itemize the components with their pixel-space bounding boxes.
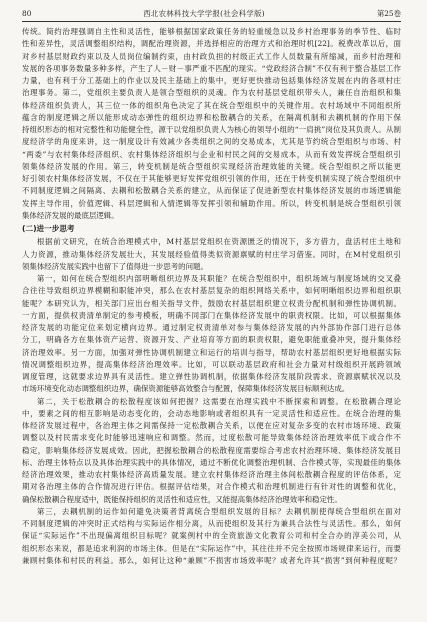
text-line: 集体经济发展的最底层逻辑。 <box>22 210 119 220</box>
text-line: 领集体经济发展的作用。第三，转变机制是统合型组织实现经济治理效能的关键。统合型组织之所以能更 <box>22 161 401 171</box>
text-line: 持组织形态的相对完整性和功能健全性，源于以党组织负责人为核心的领导小组的“一肩挑”岗位及其负责人。从制 <box>22 125 401 134</box>
text-line: 人力资源，推动集体经济发展壮大，其发展经验值得类似资源禀赋的村庄学习借鉴。同时，在M村党组织引 <box>22 249 401 259</box>
text-line: 经济发展的功能定位来划定横向边界。通过制定权责清单对参与集体经济发展的内外部协作部门进行总体 <box>22 323 401 332</box>
text-line: 体经济组织负责人，其三位一体的组织角色决定了其在统合型组织中的关键作用。农村场域中不同组织所 <box>22 100 401 110</box>
text-line: 组织形态来说，都是追求利润的市场主体。但是在“实际运作”中，其往往并不完全按照市场规律来运行，而要 <box>22 543 401 553</box>
text-line: 根据前文研究，在统合治理模式中，M村基层党组织在资源匮乏的情况下，多方借力，盘活村庄土地和 <box>36 237 401 247</box>
text-line: 济治理效率。另一方面，加强对弹性协调机制建立和运行的培训与指导，帮助农村基层组织更好地根据实际 <box>22 347 401 357</box>
text-line: 中，要素之间的相互影响是动态变化的，会动态地影响或者组织具有一定灵活性和适应性。在统合治理的集 <box>22 408 401 418</box>
text-line: “两委”与农村集体经济组织、农村集体经济组织与企业和村民之间的交易成本，从而有效发挥统合型组织引 <box>22 149 401 159</box>
text-line: 能呢？本研究认为，相关部门应出台相关指导文件，鼓励农村基层组织建立权责分配机制和弹性协调机制。 <box>22 298 401 308</box>
text-line: 第一，如何在统合型组织内部明晰组织边界及其职能？在统合型组织中，组织场域与制度场域的交叉叠 <box>36 274 401 283</box>
text-line: 保证“实际运作”不出现偏离组织目标呢？就案例村中的全资旅游文化教育公司和村全合办的淳美公司，从 <box>22 531 401 541</box>
text-line: 好引领农村集体经济发展，不仅在于其能够更好发挥党组织引领的作用，还在于转变机制实现了统合型组织中 <box>22 174 401 183</box>
text-line: 体经济发展过程中，各治理主体之间需保持一定松散耦合关系，以便在应对复杂多变的农村市场环境、政策 <box>22 421 401 430</box>
text-line: 发展的各项事务数量多种多样，产生了人－财－事严重不匹配的现实。“党政经济合制”不仅有利于整合基层工作 <box>22 63 401 73</box>
text-line: 调度管理，这就要求边界具有灵活性。建立弹性协调机制，依据集体经济发展阶段需求、资源禀赋状况以及 <box>22 372 401 381</box>
text-line: 调整以及村民需求变化时能够迅速响应和调整。然而，过度松散可能导致集体经济治理效率低下或合作不 <box>22 433 401 443</box>
text-line: 发挥主导作用，价值逻辑、科层逻辑和入情逻辑等发挥引领和辅助作用。所以，转变机制是统合型组织引领 <box>22 198 401 208</box>
text-line: 不同制度逻辑的冲突时正式结构与实际运作相分离，从而使组织及其行为兼具合法性与灵活性。那么，如何 <box>22 519 401 528</box>
text-line: 兼顾村集体和村民的利益。那么，如何让这种“兼顾”不损害市场效率呢？或者允许其“损害”到何种程度呢？ <box>22 555 401 565</box>
text-line: 力量，也有利于分工基础上的作业以及民主基础上的集中，更好更快推动包括集体经济发展在内的各项村庄 <box>22 76 401 85</box>
text-line: 第三，去耦机制的运作如何避免决策者背离统合型组织发展的目标？去耦机制使得统合型组织在面对 <box>36 506 401 516</box>
journal-title: 西北农林科技大学学报(社会科学版) <box>143 9 265 18</box>
text-line: 领集体经济发展实践中也留下了值得进一步思考的问题。 <box>22 261 208 271</box>
text-line: 情况调整组织边界，提高集体经济治理效率。比如，可以联动基层政府和社会力量对村级组织开展跨领域 <box>22 359 401 369</box>
article-body <box>22 26 401 567</box>
text-line: 度经济学的角度来讲，这一制度设计有效减少各类组织之间的交易成本，尤其是节约统合型组织与市场、村 <box>22 137 401 147</box>
text-line: 第二，关于松散耦合的松散程度该如何把握？这需要在治理实践中不断探索和调整。在松散耦合理论 <box>36 396 401 406</box>
text-line: 对乡村基层财政约束以及人员岗位编制约束，由村政负担的村级正式工作人员数量有所缩减，而乡村治理和 <box>22 51 401 61</box>
volume-label: 第25卷 <box>376 9 401 18</box>
text-line: 经济治理效果，推动农村集体经济高质量发展。建立农村集体经济治理主体间松散耦合程度的评估体系，定 <box>22 470 401 479</box>
text-line: 合往往导致组织边界模糊和职能冲突，那么在农村基层复杂的组织网络关系中，如何明晰组织边界和组织职 <box>22 286 401 296</box>
text-line: 稳定，影响集体经济发展成效。因此，把握松散耦合的松散程度需要综合考虑农村治理环境、集体经济发展目 <box>22 445 401 455</box>
page-number: 80 <box>22 9 32 18</box>
page-header <box>22 8 401 22</box>
paragraph-conclusion <box>22 26 401 222</box>
text-line: 不同制度逻辑之间隔离、去耦和松散耦合关系的建立，从而保证了促进新型农村集体经济发展的市场逻辑能 <box>22 186 401 196</box>
text-line: 标、治理主体特点以及具体治理实践中的具体情况，通过不断优化调整治理机制、合作模式等，实现最佳的集体 <box>22 457 401 467</box>
section-further-thinking <box>22 236 401 567</box>
section-heading: (二)进一步思考 <box>22 224 75 233</box>
text-line: 一方面，提供权责清单制定的参考模板，明确不同部门在集体经济发展中的职责权限。比如，可以根据集体 <box>22 310 401 320</box>
text-line: 市场环境变化动态调整组织边界，确保资源能够高效整合与配置，保障集体经济发展目标顺利达成。 <box>22 384 350 394</box>
text-line: 性和差异性，灵活调整组织结构，调配治理资源，并选择相应的治理方式和治理时机[22]。税费改革以后，面 <box>22 39 401 49</box>
text-line: 分工，明确各方在集体资产运营、资源开发、产业培育等方面的职责权限，避免职能重叠冲突，提升集体经 <box>22 335 401 345</box>
text-line: 传统。简约治理强调自主性和灵活性，能够根据国家政策任务的轻重缓急以及乡村治理事务的季节性、临时 <box>22 27 401 36</box>
text-line: 确保松散耦合程度适中，既能保持组织的灵活性和适应性，又能提高集体经济治理效率和稳定性。 <box>22 494 342 504</box>
text-line: 期对各治理主体的合作情况进行评估。根据评估结果，对合作模式和治理机制进行有针对性的调整和优化， <box>22 482 401 492</box>
text-line: 蕴含的制度逻辑之所以能形成动态弹性的组织边界和松散耦合的关系，在隔离机制和去耦机制的作用下保 <box>22 112 401 122</box>
text-line: 治理事务。第二，党组织主要负责人是领合型组织的灵魂。作为农村基层党组织带头人，兼任自治组织和集 <box>22 88 401 98</box>
